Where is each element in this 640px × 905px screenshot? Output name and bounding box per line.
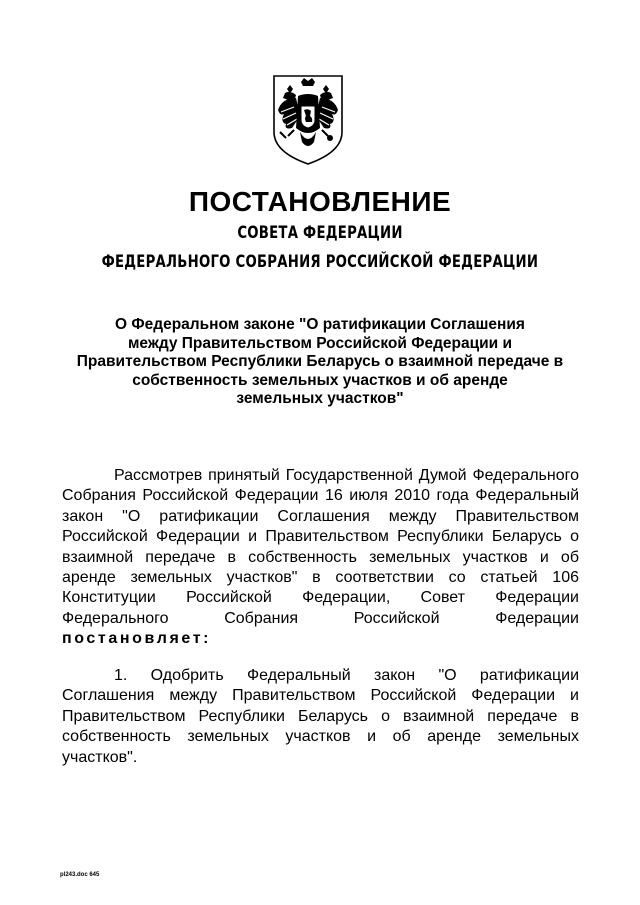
paragraph-line: Российской Федерации и Правительством Республики Беларусь о	[62, 528, 579, 546]
paragraph-line: Соглашения между Правительством Российской Федерации и	[62, 687, 579, 705]
resolution-item-1	[62, 666, 579, 768]
paragraph-line: аренде земельных участков" в соответствии со статьей 106	[62, 569, 579, 587]
heading-line: собственность земельных участков и об аренде	[132, 371, 508, 389]
heading-line: между Правительством Российской Федерации и	[127, 334, 513, 352]
resolves-word: постановляет:	[62, 630, 212, 648]
double-headed-eagle-emblem	[270, 72, 346, 166]
heading-line: О Федеральном законе "О ратификации Соглашения	[115, 316, 525, 333]
paragraph-line: участков".	[62, 748, 138, 766]
paragraph-line: Конституции Российской Федерации, Совет Федерации	[62, 589, 579, 607]
issuer-line-1: СОВЕТА ФЕДЕРАЦИИ	[237, 223, 403, 243]
heading-line: земельных участков"	[236, 390, 404, 407]
preamble-paragraph	[62, 466, 579, 650]
paragraph-line: собственность земельных участков и об аренде земельных	[62, 728, 579, 746]
paragraph-line: Собрания Российской Федерации 16 июля 2010 года Федеральный	[62, 487, 579, 505]
paragraph-line: Правительством Республики Беларусь о взаимной передаче в	[62, 707, 579, 725]
paragraph-line: 1. Одобрить Федеральный закон "О ратификации	[114, 667, 579, 684]
paragraph-line: Рассмотрев принятый Государственной Думой Федерального	[114, 467, 579, 484]
issuer-line-2: ФЕДЕРАЛЬНОГО СОБРАНИЯ РОССИЙСКОЙ ФЕДЕРАЦИИ	[101, 252, 539, 272]
file-reference: pl243.doc 645	[60, 872, 100, 878]
resolution-subject-heading	[60, 316, 580, 409]
document-title: ПОСТАНОВЛЕНИЕ	[188, 186, 452, 217]
heading-line: Правительством Республики Беларусь о взаимной передаче в	[76, 353, 564, 370]
paragraph-line: закон "О ратификации Соглашения между Правительством	[62, 507, 579, 525]
paragraph-line: Федерального Собрания Российской Федерации	[62, 609, 579, 627]
paragraph-line: взаимной передаче в собственность земельных участков и об	[62, 548, 579, 566]
